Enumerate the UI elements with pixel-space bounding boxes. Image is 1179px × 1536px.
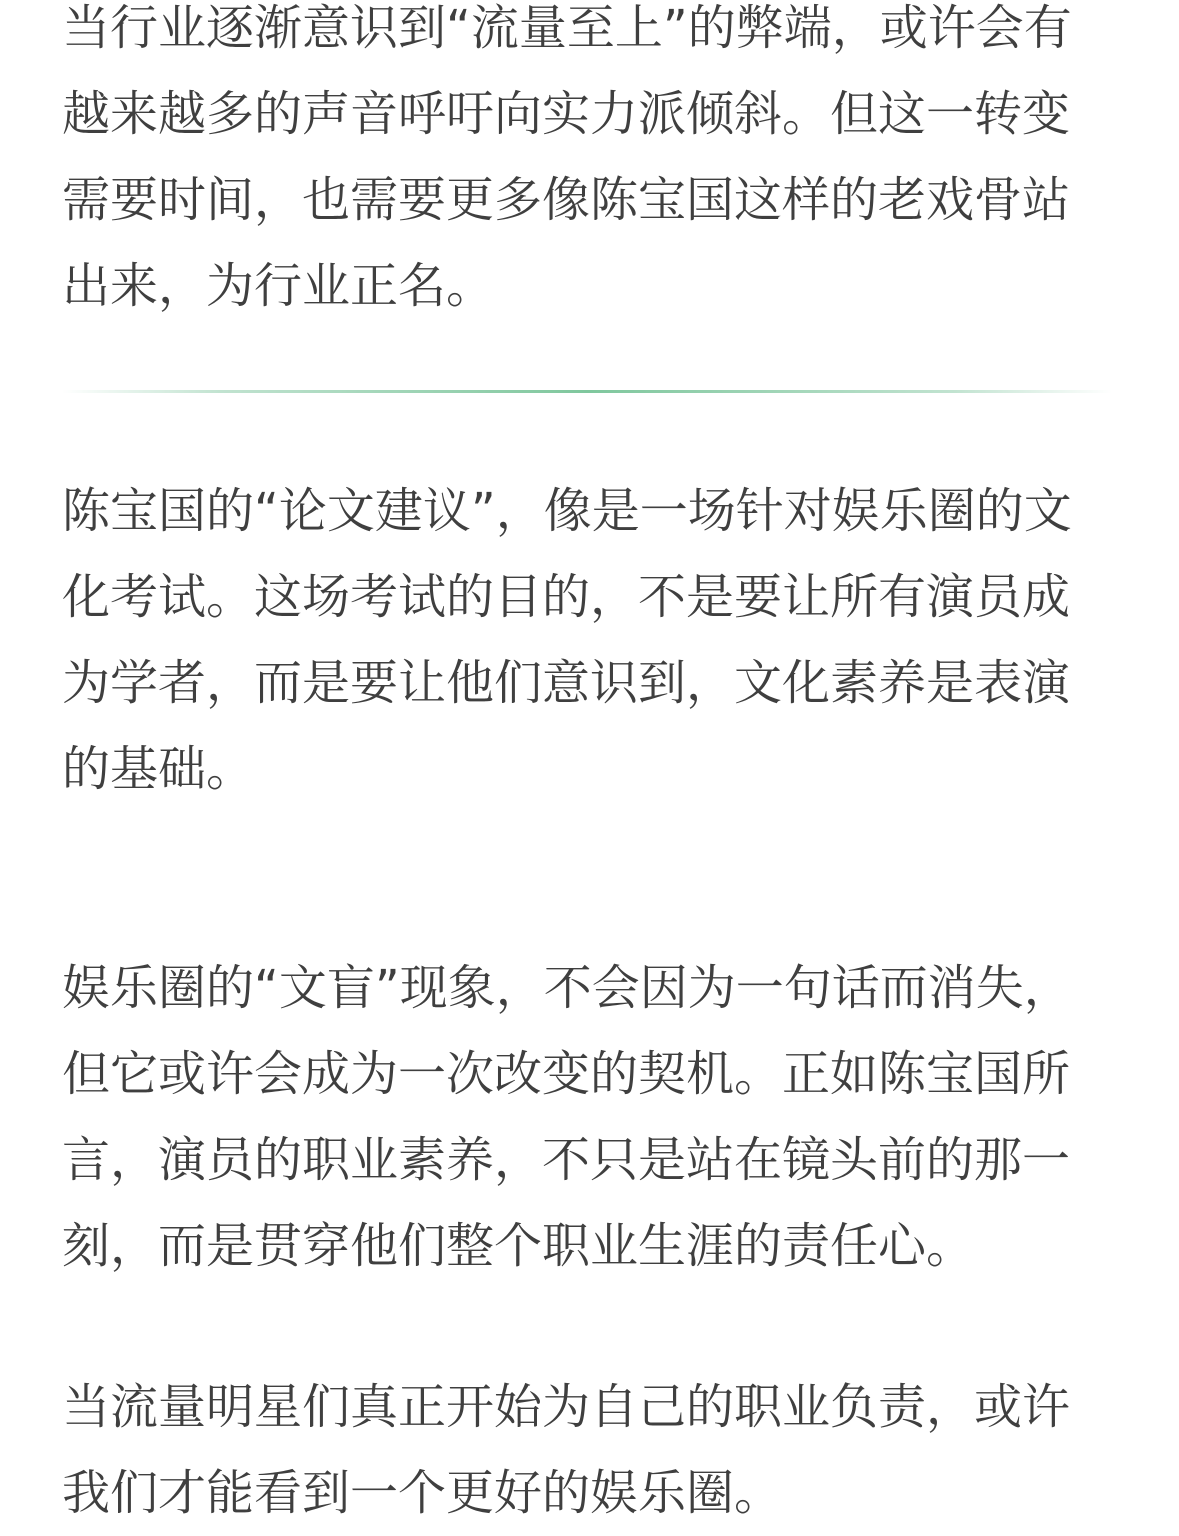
article-paragraph: 当流量明星们真正开始为自己的职业负责，或许我们才能看到一个更好的娱乐圈。 (62, 1379, 1071, 1521)
article-paragraph: 陈宝国的“论文建议”，像是一场针对娱乐圈的文化考试。这场考试的目的，不是要让所有演员成为学者，而是要让他们意识到，文化素养是表演的基础。 (62, 483, 1072, 797)
article-paragraph: 当行业逐渐意识到“流量至上”的弊端，或许会有越来越多的声音呼吁向实力派倾斜。但这一转变需要时间，也需要更多像陈宝国这样的老戏骨站出来，为行业正名。 (62, 0, 1072, 314)
section-divider (62, 390, 1112, 393)
article-paragraph: 娱乐圈的“文盲”现象，不会因为一句话而消失，但它或许会成为一次改变的契机。正如陈宝国所言，演员的职业素养，不只是站在镜头前的那一刻，而是贯穿他们整个职业生涯的责任心。 (62, 960, 1072, 1274)
